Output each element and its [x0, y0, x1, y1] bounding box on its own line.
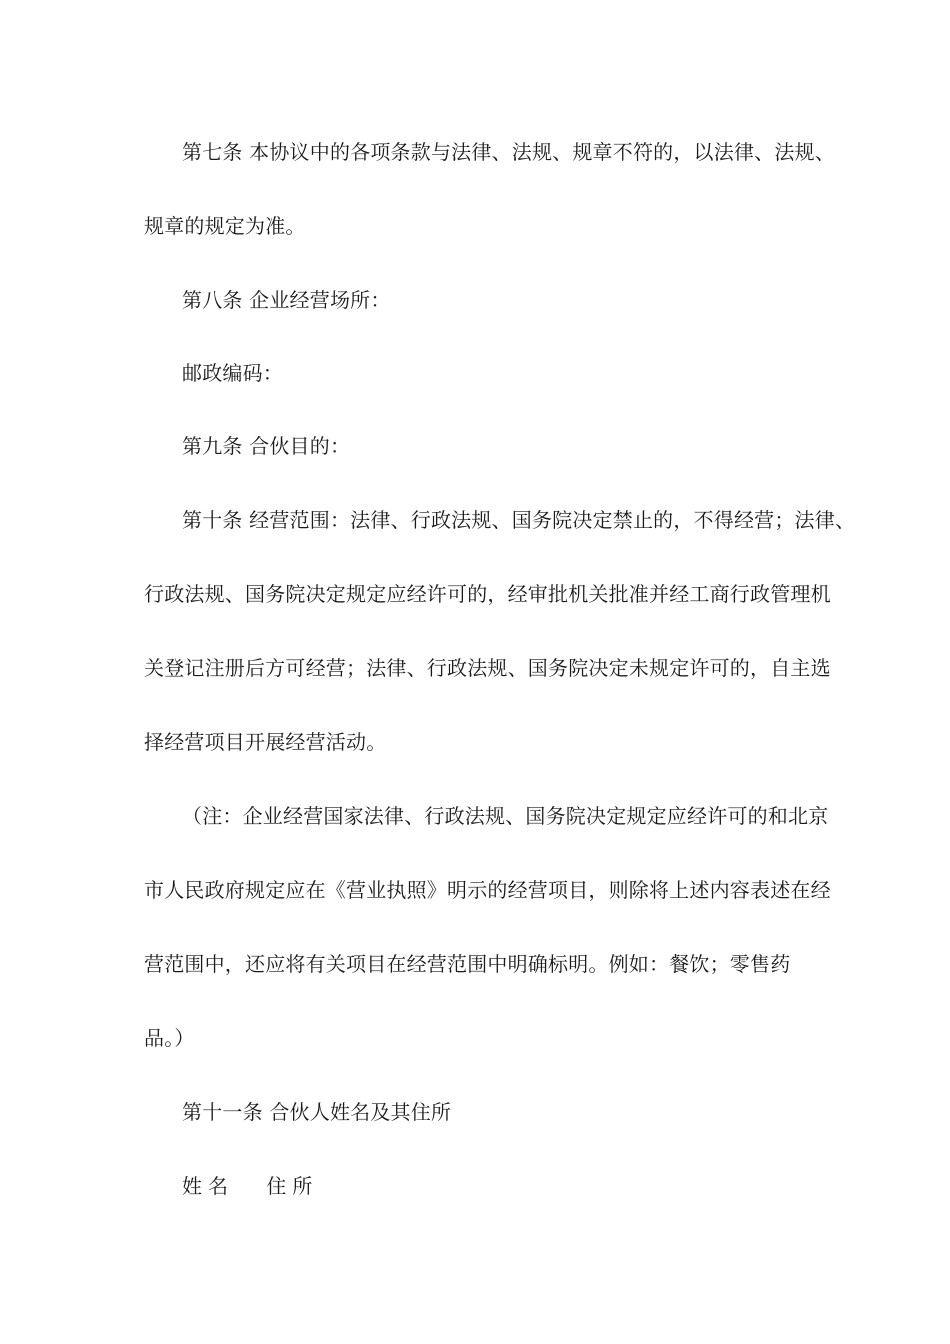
address-column-header: 住所	[266, 1174, 319, 1198]
note-line-3: 营范围中，还应将有关项目在经营范围中明确标明。例如：餐饮；零售药	[144, 952, 791, 976]
article-7-line-1: 第七条 本协议中的各项条款与法律、法规、规章不符的，以法律、法规、	[182, 140, 835, 164]
partner-table-header	[182, 1174, 318, 1198]
article-10-line-2: 行政法规、国务院决定规定应经许可的，经审批机关批准并经工商行政管理机	[144, 582, 831, 606]
article-10-line-3: 关登记注册后方可经营；法律、行政法规、国务院决定未规定许可的，自主选	[144, 656, 831, 680]
article-10-line-1: 第十条 经营范围：法律、行政法规、国务院决定禁止的，不得经营；法律、	[182, 508, 856, 532]
article-11-heading: 第十一条 合伙人姓名及其住所	[182, 1100, 452, 1124]
postal-code-line: 邮政编码：	[182, 361, 283, 385]
article-8-heading: 第八条 企业经营场所：	[182, 288, 391, 312]
article-10-line-4: 择经营项目开展经营活动。	[144, 730, 387, 754]
note-line-2: 市人民政府规定应在《营业执照》明示的经营项目，则除将上述内容表述在经	[144, 878, 831, 902]
article-9-heading: 第九条 合伙目的：	[182, 434, 351, 458]
article-7-line-2: 规章的规定为准。	[144, 214, 306, 238]
name-column-header: 姓名	[182, 1174, 234, 1198]
note-line-4: 品。）	[144, 1026, 195, 1050]
note-line-1: （注：企业经营国家法律、行政法规、国务院决定规定应经许可的和北京	[182, 804, 829, 828]
